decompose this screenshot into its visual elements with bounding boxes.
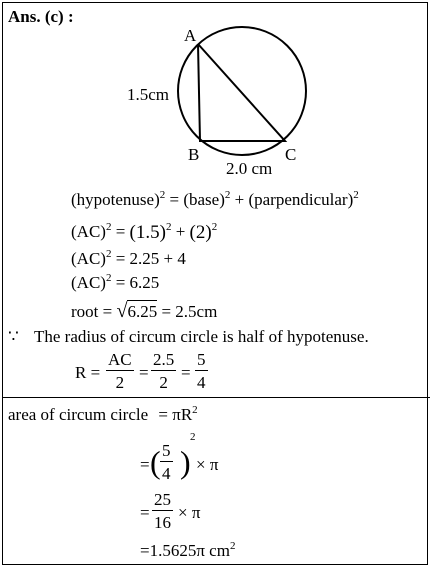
area-result: =1.5625π $cm^2$ xyxy=(140,540,236,560)
fraction-5-over-4-squared: $\frac{5}{4}$ xyxy=(162,441,171,483)
pythagoras-substitution: $(AC)^2 = (1.5)^2 + (2)^2$ xyxy=(71,221,218,243)
root-line: root = √6.25 = 2.5cm xyxy=(71,300,218,322)
fraction-2.5-over-2: $\frac{2.5}{2}$ xyxy=(153,350,175,392)
pythagoras-statement: (hypotenuse)$^2$ = (base)$^2$ + (parpendicular)$^2$ xyxy=(71,189,359,209)
times-pi: × π xyxy=(178,503,201,522)
pythagoras-result: (AC)$^2$ = 6.25 xyxy=(71,272,160,292)
fraction-5-over-4: $\frac{5}{4}$ xyxy=(197,350,206,392)
right-paren: ) xyxy=(180,444,191,480)
vertex-b-label: B xyxy=(188,145,200,164)
equals-sign: = xyxy=(139,363,149,382)
since-symbol: ∵ xyxy=(8,327,19,346)
triangle-circle-figure xyxy=(0,0,432,200)
equals-sign: = xyxy=(181,363,191,382)
pythagoras-sum: (AC)$^2$ = 2.25 + 4 xyxy=(71,248,186,268)
fraction-25-over-16: $\frac{25}{16}$ xyxy=(154,490,171,532)
radius-statement: The radius of circum circle is half of hypotenuse. xyxy=(34,327,369,346)
section-divider xyxy=(2,397,430,398)
vertex-c-label: C xyxy=(285,145,297,164)
radius-symbol: R = xyxy=(75,363,101,382)
left-paren: ( xyxy=(150,444,161,480)
equals-sign: = xyxy=(140,455,150,474)
side-bc-label: 2.0 cm xyxy=(226,159,273,178)
triangle-abc xyxy=(198,44,285,141)
area-formula: area of circum circle = $\pi R^2$ xyxy=(8,404,198,424)
times-pi: × π xyxy=(196,455,219,474)
fraction-ac-over-2: $\frac{AC}{2}$ xyxy=(108,350,132,392)
side-ab-label: 1.5cm xyxy=(127,85,170,104)
answer-heading: Ans. (c) : xyxy=(8,7,74,26)
vertex-a-label: A xyxy=(184,26,197,45)
sqrt-symbol: √ xyxy=(116,300,128,322)
squared-exponent: 2 xyxy=(190,431,196,443)
equals-sign: = xyxy=(140,503,150,522)
